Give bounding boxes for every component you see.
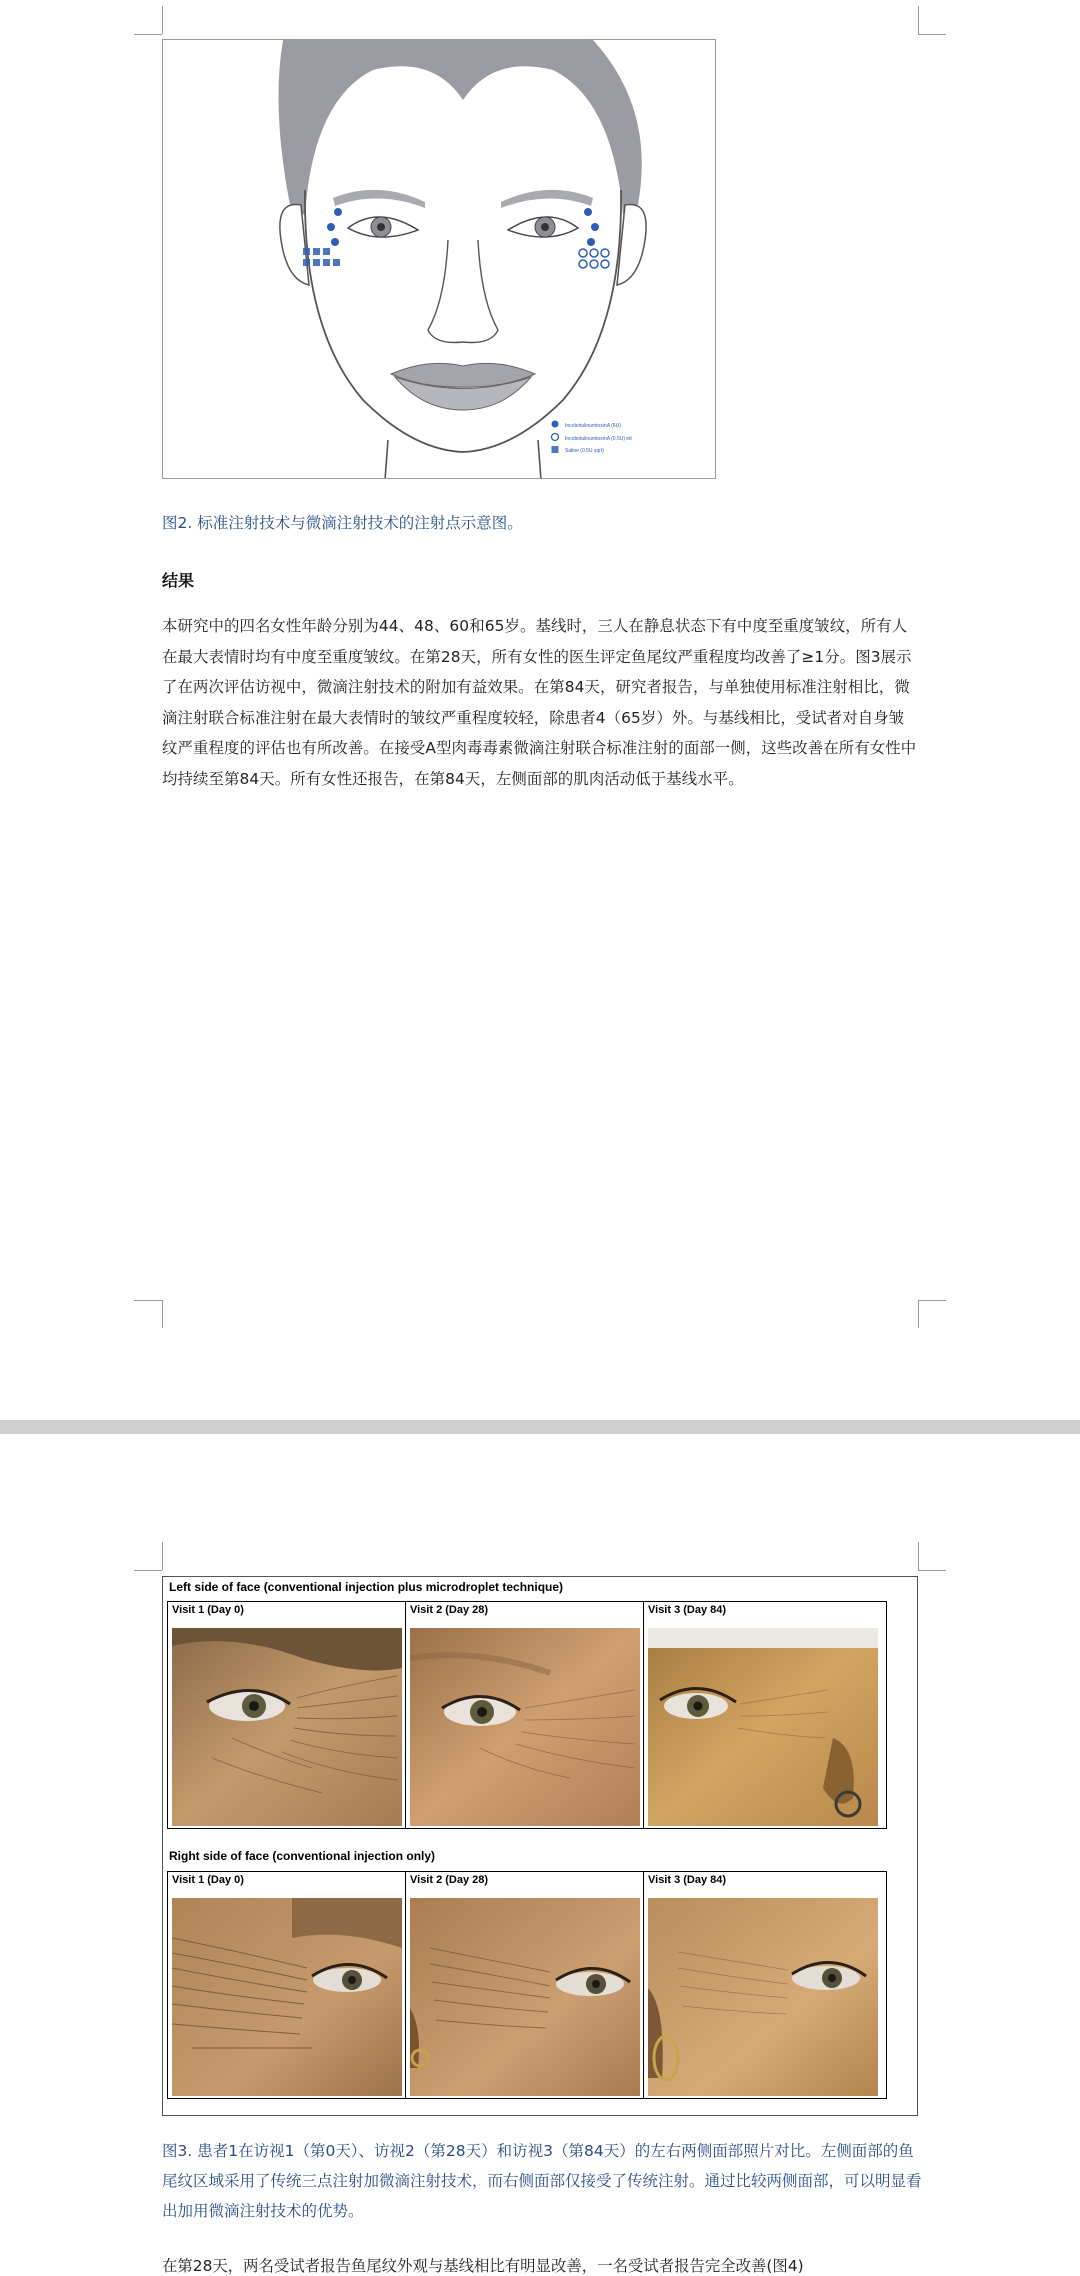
- right-side-title: Right side of face (conventional injection only): [169, 1849, 436, 1863]
- crop-mark-top-right: [918, 1570, 919, 1571]
- legend-entry-3: Saline (0.5U sqrt): [565, 448, 604, 454]
- document-page-2: [0, 1434, 1080, 2275]
- results-paragraph: 本研究中的四名女性年龄分别为44、48、60和65岁。基线时，三人在静息状态下有中度至重度皱纹，所有人在最大表情时均有中度至重度皱纹。在第28天，所有女性的医生评定鱼尾纹严重程度均改善了≥1分。图3展示了在两次评估访视中，微滴注射技术的附加有益效果。在第84天，研究者报告，与单独使用标准注射相比，微滴注射联合标准注射在最大表情时的皱纹严重程度较轻，除患者4（65岁）外。与基线相比，受试者对自身皱纹严重程度的评估也有所改善。在接受A型肉毒毒素微滴注射联合标准注射的面部一侧，这些改善在所有女性中均持续至第84天。所有女性还报告，在第84天，左侧面部的肌肉活动低于基线水平。: [162, 617, 917, 788]
- figure-3-caption: 图3. 患者1在访视1（第0天）、访视2（第28天）和访视3（第84天）的左右两侧面部照片对比。左侧面部的鱼尾纹区域采用了传统三点注射加微滴注射技术，而右侧面部仅接受了传统注射。通过比较两侧面部，可以明显看出加用微滴注射技术的优势。: [162, 2142, 922, 2220]
- left-visit-2-photo: [410, 1628, 640, 1826]
- right-visit-1-photo: [172, 1898, 402, 2096]
- right-visit-2-photo: [410, 1898, 640, 2096]
- visit-label: Visit 3 (Day 84): [648, 1874, 727, 1886]
- crop-mark-top-right: [918, 34, 919, 35]
- left-visit-3-cell: [644, 1602, 882, 1828]
- left-visit-2-cell: [406, 1602, 644, 1828]
- visit-label: Visit 1 (Day 0): [172, 1874, 244, 1886]
- left-visit-1-cell: [168, 1602, 406, 1828]
- right-side-photo-grid: [167, 1871, 887, 2099]
- left-visit-3-photo: [648, 1628, 878, 1826]
- crop-mark-top-left: [162, 34, 163, 35]
- left-visit-1-photo: [172, 1628, 402, 1826]
- page-separator: [0, 1420, 1080, 1434]
- left-side-title: Left side of face (conventional injection plus microdroplet technique): [169, 1580, 564, 1594]
- figure-2-caption: 图2. 标准注射技术与微滴注射技术的注射点示意图。: [162, 514, 523, 532]
- left-side-photo-grid: [167, 1601, 887, 1829]
- crop-mark-bottom-left: [162, 1300, 163, 1301]
- legend-entry-2: IncobotulinumtoxinA (0.5U) int: [565, 436, 632, 442]
- legend-entry-1: IncobotulinumtoxinA (6U): [565, 423, 621, 429]
- crop-mark-bottom-right: [918, 1300, 919, 1301]
- face-illustration: [163, 40, 716, 479]
- figure-3-photo-comparison: [162, 1576, 918, 2116]
- next-paragraph-fragment: 在第28天，两名受试者报告鱼尾纹外观与基线相比有明显改善，一名受试者报告完全改善(图4): [162, 2257, 804, 2275]
- crop-mark-top-left: [162, 1570, 163, 1571]
- right-visit-3-cell: [644, 1872, 882, 2098]
- right-visit-1-cell: [168, 1872, 406, 2098]
- visit-label: Visit 2 (Day 28): [410, 1604, 489, 1616]
- section-heading-results: 结果: [162, 571, 195, 590]
- visit-label: Visit 2 (Day 28): [410, 1874, 489, 1886]
- right-visit-2-cell: [406, 1872, 644, 2098]
- right-visit-3-photo: [648, 1898, 878, 2096]
- figure-2-face-diagram: [162, 39, 716, 479]
- visit-label: Visit 3 (Day 84): [648, 1604, 727, 1616]
- visit-label: Visit 1 (Day 0): [172, 1604, 244, 1616]
